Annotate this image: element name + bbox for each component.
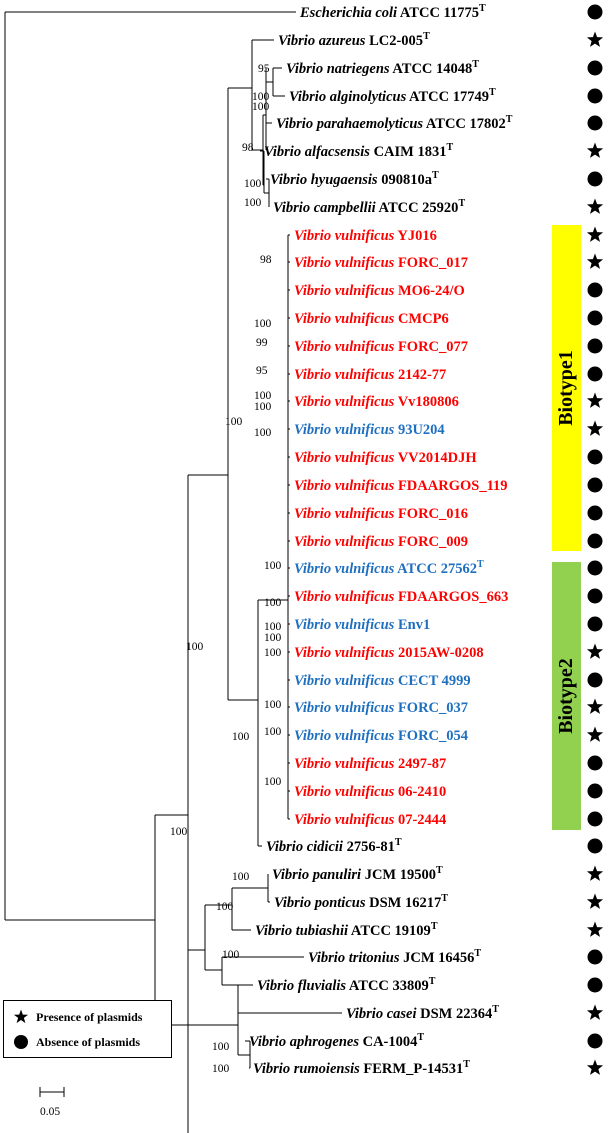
plasmid-legend (3, 1000, 172, 1058)
plasmid-absent-circle-icon (588, 450, 603, 465)
leaf-strain: CECT 4999 (394, 673, 471, 689)
bootstrap-value: 100 (232, 731, 250, 743)
leaf-species: Vibrio aphrogenes (249, 1034, 359, 1050)
leaf-species: Vibrio vulnificus (294, 812, 395, 828)
leaf-strain: CA-1004 (358, 1034, 418, 1050)
leaf-strain: CAIM 1831 (369, 144, 447, 160)
bootstrap-value: 100 (264, 699, 282, 711)
leaf-label (278, 31, 430, 49)
leaf-strain: 07-2444 (394, 812, 447, 828)
bootstrap-value: 100 (222, 949, 240, 961)
bootstrap-value: 100 (254, 390, 272, 402)
type-strain-marker: T (479, 3, 486, 14)
leaf-label (294, 589, 508, 605)
type-strain-marker: T (435, 865, 443, 876)
leaf-label (253, 1059, 470, 1077)
bootstrap-value: 100 (216, 901, 234, 913)
leaf-strain: ATCC 14048 (389, 61, 473, 77)
leaf-label (294, 812, 446, 828)
leaf-strain: ATCC 17749 (406, 89, 489, 105)
leaf-label (294, 673, 471, 689)
leaf-label (294, 756, 446, 772)
type-strain-marker: T (430, 921, 438, 932)
bootstrap-value: 100 (252, 101, 270, 113)
plasmid-absent-circle-icon (588, 561, 603, 576)
bootstrap-value: 100 (264, 632, 282, 644)
leaf-label (294, 339, 468, 355)
plasmid-absent-circle-icon (588, 478, 603, 493)
leaf-species: Vibrio vulnificus (294, 700, 395, 716)
type-strain-marker: T (423, 31, 430, 42)
plasmid-absent-circle-icon (588, 339, 603, 354)
leaf-species: Vibrio vulnificus (294, 367, 395, 383)
plasmid-absent-circle-icon (588, 756, 603, 771)
leaf-species: Vibrio vulnificus (294, 311, 395, 327)
leaf-label (294, 311, 449, 327)
leaf-species: Vibrio ponticus (274, 895, 366, 911)
leaf-strain: DSM 22364 (416, 1006, 493, 1022)
leaf-species: Vibrio natriegens (286, 61, 390, 77)
legend-absence-row (12, 1034, 140, 1050)
bootstrap-value: 100 (264, 647, 282, 659)
plasmid-present-star-icon (587, 699, 603, 714)
plasmid-present-star-icon (587, 421, 603, 436)
leaf-label (294, 394, 459, 410)
leaf-species: Vibrio vulnificus (294, 561, 395, 577)
leaf-label (257, 976, 436, 994)
leaf-species: Vibrio vulnificus (294, 784, 395, 800)
leaf-label (272, 865, 443, 883)
bootstrap-value: 100 (225, 416, 243, 428)
leaf-label (294, 422, 445, 438)
type-strain-marker: T (431, 170, 439, 181)
leaf-strain: 090810a (377, 172, 432, 188)
biotype-bands (552, 225, 581, 830)
leaf-strain: FORC_017 (394, 255, 469, 271)
plasmid-absent-circle-icon (588, 311, 603, 326)
leaf-strain: FORC_009 (394, 534, 469, 550)
leaf-species: Vibrio vulnificus (294, 756, 395, 772)
leaf-species: Vibrio cidicii (266, 839, 343, 855)
plasmid-absent-circle-icon (588, 283, 603, 298)
leaf-strain: 2142-77 (394, 367, 447, 383)
bootstrap-value: 98 (260, 254, 272, 266)
leaf-species: Vibrio vulnificus (294, 534, 395, 550)
plasmid-absent-circle-icon (588, 950, 603, 965)
leaf-labels (249, 3, 513, 1077)
type-strain-marker: T (488, 87, 496, 98)
leaf-label (294, 534, 468, 550)
leaf-label (294, 645, 484, 661)
bootstrap-value: 100 (264, 776, 282, 788)
bootstrap-value: 100 (264, 621, 282, 633)
biotype-band-2 (552, 562, 581, 830)
leaf-strain: ATCC 19109 (348, 923, 431, 939)
bootstrap-value: 100 (252, 91, 270, 103)
biotype-band-1 (552, 225, 581, 551)
leaf-label (294, 700, 468, 716)
type-strain-marker: T (446, 142, 454, 153)
leaf-label (294, 283, 465, 299)
star-icon (12, 1009, 30, 1025)
leaf-strain: Vv180806 (394, 394, 459, 410)
leaf-species: Vibrio panuliri (272, 867, 362, 883)
plasmid-absent-circle-icon (588, 172, 603, 187)
plasmid-absent-circle-icon (588, 812, 603, 827)
type-strain-marker: T (477, 559, 484, 570)
leaf-strain: CMCP6 (394, 311, 449, 327)
leaf-species: Vibrio vulnificus (294, 478, 395, 494)
plasmid-present-star-icon (587, 922, 603, 937)
leaf-strain: JCM 19500 (361, 867, 436, 883)
leaf-species: Vibrio vulnificus (294, 228, 395, 244)
plasmid-present-star-icon (587, 199, 603, 214)
leaf-strain: JCM 16456 (399, 950, 475, 966)
type-strain-marker: T (417, 1032, 425, 1043)
type-strain-marker: T (474, 948, 482, 959)
leaf-species: Vibrio campbellii (273, 200, 376, 216)
leaf-species: Vibrio azureus (278, 33, 366, 49)
leaf-label (276, 114, 513, 132)
bootstrap-value: 95 (258, 63, 270, 75)
leaf-strain: ATCC 27562 (394, 561, 478, 577)
bootstrap-value: 95 (256, 365, 268, 377)
type-strain-marker: T (472, 59, 479, 70)
leaf-species: Vibrio vulnificus (294, 255, 395, 271)
leaf-label (294, 559, 484, 577)
plasmid-absent-circle-icon (588, 1034, 603, 1049)
bootstrap-value: 100 (212, 1041, 230, 1053)
leaf-label (294, 617, 430, 633)
plasmid-present-star-icon (587, 1005, 603, 1020)
leaf-strain: FORC_077 (394, 339, 469, 355)
leaf-species: Vibrio vulnificus (294, 506, 395, 522)
type-strain-marker: T (463, 1059, 470, 1070)
bootstrap-value: 100 (254, 401, 272, 413)
leaf-species: Vibrio vulnificus (294, 617, 395, 633)
leaf-species: Vibrio vulnificus (294, 283, 395, 299)
leaf-strain: 06-2410 (394, 784, 447, 800)
leaf-species: Vibrio parahaemolyticus (276, 116, 424, 132)
leaf-species: Vibrio casei (346, 1006, 417, 1022)
type-strain-marker: T (394, 837, 402, 848)
leaf-label (255, 921, 438, 939)
type-strain-marker: T (458, 198, 466, 209)
leaf-strain: DSM 16217 (365, 895, 442, 911)
plasmid-present-star-icon (587, 143, 603, 158)
leaf-species: Vibrio vulnificus (294, 450, 395, 466)
leaf-strain: FDAARGOS_119 (394, 478, 508, 494)
circle-icon (12, 1034, 30, 1050)
bootstrap-value: 100 (254, 427, 272, 439)
type-strain-marker: T (441, 893, 448, 904)
plasmid-symbols (587, 5, 603, 1075)
leaf-species: Vibrio vulnificus (294, 394, 395, 410)
leaf-strain: MO6-24/O (394, 283, 465, 299)
plasmid-present-star-icon (587, 866, 603, 881)
type-strain-marker: T (492, 1004, 499, 1015)
plasmid-absent-circle-icon (588, 589, 603, 604)
type-strain-marker: T (505, 114, 513, 125)
leaf-label (264, 142, 453, 160)
leaf-label (289, 87, 496, 105)
leaf-label (273, 198, 465, 216)
plasmid-absent-circle-icon (588, 534, 603, 549)
bootstrap-value: 100 (264, 726, 282, 738)
plasmid-present-star-icon (587, 227, 603, 242)
plasmid-absent-circle-icon (588, 367, 603, 382)
leaf-strain: FORC_016 (394, 506, 469, 522)
plasmid-absent-circle-icon (588, 617, 603, 632)
leaf-species: Vibrio hyugaensis (270, 172, 378, 188)
bootstrap-value: 100 (232, 871, 250, 883)
leaf-label (270, 170, 439, 188)
leaf-strain: YJ016 (394, 228, 437, 244)
plasmid-absent-circle-icon (588, 89, 603, 104)
scale-bar-label: 0.05 (40, 1106, 61, 1118)
leaf-strain: ATCC 17802 (423, 116, 506, 132)
type-strain-marker: T (428, 976, 436, 987)
leaf-species: Vibrio vulnificus (294, 673, 395, 689)
biotype-label: Biotype1 (555, 350, 577, 426)
leaf-label (294, 228, 437, 244)
leaf-strain: VV2014DJH (394, 450, 477, 466)
leaf-label (308, 948, 481, 966)
plasmid-present-star-icon (587, 32, 603, 47)
leaf-species: Vibrio vulnificus (294, 422, 395, 438)
bootstrap-value: 100 (244, 178, 262, 190)
leaf-species: Vibrio vulnificus (294, 645, 395, 661)
leaf-label (294, 478, 508, 494)
leaf-strain: 2015AW-0208 (394, 645, 484, 661)
leaf-species: Vibrio fluvialis (257, 978, 347, 994)
plasmid-present-star-icon (587, 1060, 603, 1075)
leaf-label (346, 1004, 499, 1022)
leaf-strain: FERM_P-14531 (359, 1061, 464, 1077)
leaf-strain: FDAARGOS_663 (394, 589, 509, 605)
leaf-species: Vibrio vulnificus (294, 728, 395, 744)
leaf-strain: Env1 (394, 617, 431, 633)
leaf-species: Vibrio vulnificus (294, 589, 395, 605)
leaf-strain: 93U204 (394, 422, 445, 438)
bootstrap-value: 100 (186, 641, 204, 653)
leaf-strain: LC2-005 (365, 33, 424, 49)
plasmid-absent-circle-icon (588, 61, 603, 76)
bootstrap-value: 99 (256, 337, 268, 349)
leaf-label (294, 255, 468, 271)
legend-presence-label: Presence of plasmids (36, 1009, 143, 1024)
leaf-strain: 2497-87 (394, 756, 447, 772)
plasmid-present-star-icon (587, 644, 603, 659)
biotype-label: Biotype2 (555, 658, 577, 734)
plasmid-present-star-icon (587, 894, 603, 909)
leaf-species: Vibrio alginolyticus (289, 89, 407, 105)
bootstrap-value: 100 (244, 197, 262, 209)
plasmid-absent-circle-icon (588, 784, 603, 799)
leaf-label (294, 728, 468, 744)
scale-bar (40, 1087, 64, 1097)
leaf-label (286, 59, 479, 77)
leaf-species: Vibrio rumoiensis (253, 1061, 360, 1077)
bootstrap-value: 100 (212, 1063, 230, 1075)
leaf-species: Escherichia coli (300, 5, 398, 21)
plasmid-absent-circle-icon (588, 506, 603, 521)
leaf-strain: 2756-81 (342, 839, 395, 855)
leaf-strain: FORC_037 (394, 700, 469, 716)
leaf-label (266, 837, 402, 855)
bootstrap-value: 100 (264, 597, 282, 609)
leaf-strain: ATCC 11775 (397, 5, 479, 21)
leaf-strain: FORC_054 (394, 728, 469, 744)
plasmid-absent-circle-icon (588, 5, 603, 20)
bootstrap-value: 100 (264, 560, 282, 572)
leaf-label (294, 784, 446, 800)
legend-presence-row (12, 1009, 142, 1025)
leaf-label (299, 3, 486, 21)
leaf-species: Vibrio tubiashii (255, 923, 349, 939)
bootstrap-value: 100 (170, 826, 188, 838)
leaf-species: Vibrio vulnificus (294, 339, 395, 355)
leaf-label (294, 367, 446, 383)
bootstrap-value: 98 (242, 142, 254, 154)
plasmid-absent-circle-icon (588, 116, 603, 131)
plasmid-present-star-icon (587, 393, 603, 408)
plasmid-absent-circle-icon (588, 978, 603, 993)
leaf-label (294, 450, 477, 466)
leaf-species: Vibrio alfacsensis (264, 144, 370, 160)
leaf-label (249, 1032, 424, 1050)
plasmid-present-star-icon (587, 254, 603, 269)
plasmid-present-star-icon (587, 727, 603, 742)
plasmid-absent-circle-icon (588, 673, 603, 688)
leaf-label (294, 506, 468, 522)
leaf-strain: ATCC 25920 (375, 200, 459, 216)
leaf-strain: ATCC 33809 (346, 978, 429, 994)
leaf-species: Vibrio tritonius (308, 950, 400, 966)
leaf-label (274, 893, 448, 911)
legend-absence-label: Absence of plasmids (36, 1034, 141, 1049)
plasmid-absent-circle-icon (588, 839, 603, 854)
bootstrap-value: 100 (254, 318, 272, 330)
